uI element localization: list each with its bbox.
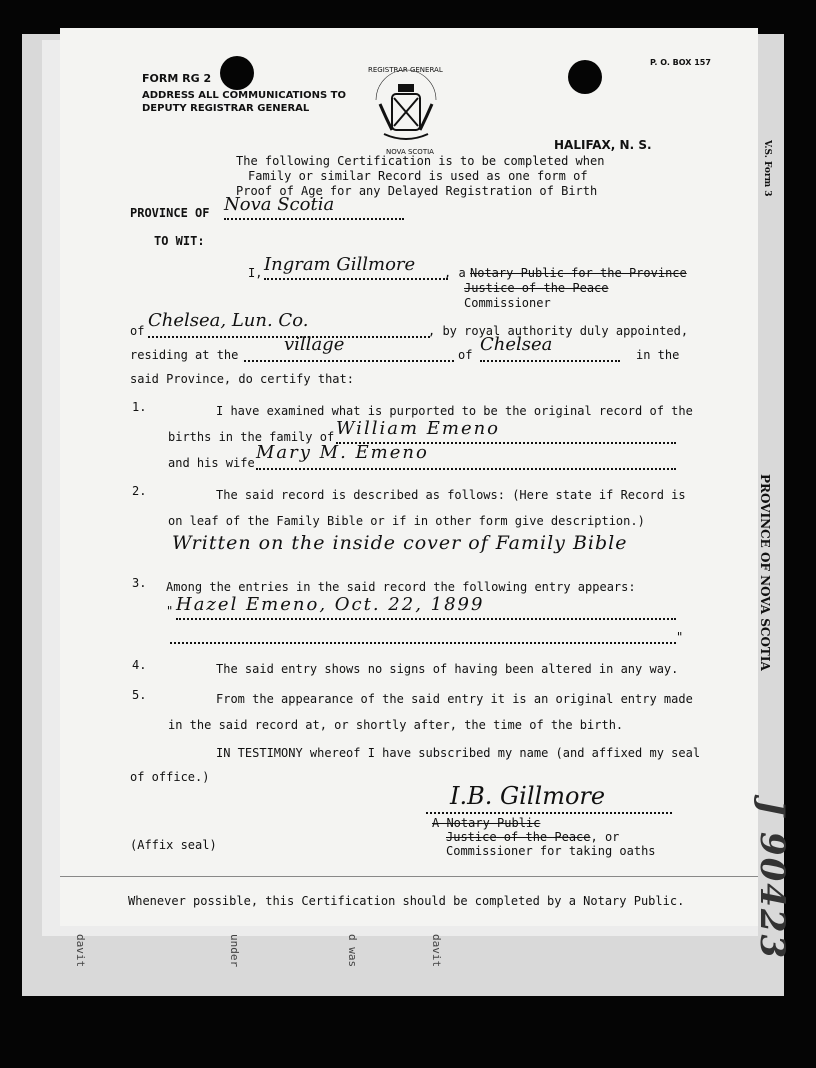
of2-field bbox=[480, 334, 620, 362]
faint-under-3: d was bbox=[346, 934, 359, 968]
item-5-line-2: in the said record at, or shortly after, the time of the birth. bbox=[168, 718, 624, 732]
certification-form bbox=[60, 28, 758, 926]
reference-number: J 90423 bbox=[752, 800, 792, 961]
testimony-line-1: IN TESTIMONY whereof I have subscribed my name (and affixed my seal bbox=[216, 746, 701, 760]
entry-open-quote: " bbox=[166, 604, 174, 618]
royal-authority: , by royal authority duly appointed, bbox=[428, 324, 689, 338]
sig-justice-line bbox=[446, 830, 619, 844]
intro-line-2: Family or similar Record is used as one form of bbox=[248, 169, 588, 183]
item-3-line-1: Among the entries in the said record the following entry appears: bbox=[166, 580, 636, 594]
signature-field bbox=[426, 782, 672, 814]
entry-value: Hazel Emeno, Oct. 22, 1899 bbox=[176, 594, 485, 615]
footer-note: Whenever possible, this Certification should be completed by a Notary Public. bbox=[128, 894, 685, 908]
item-5-line-1: From the appearance of the said entry it is an original entry made bbox=[216, 692, 693, 706]
coat-of-arms-icon bbox=[366, 68, 446, 158]
intro-line-1: The following Certification is to be completed when bbox=[236, 154, 605, 168]
certify-line: said Province, do certify that: bbox=[130, 372, 354, 386]
sig-or: , or bbox=[590, 830, 620, 844]
sig-commissioner: Commissioner for taking oaths bbox=[446, 844, 656, 858]
residing-value: village bbox=[284, 334, 345, 355]
intro-line-3: Proof of Age for any Delayed Registration of Birth bbox=[236, 184, 598, 198]
province-label: PROVINCE OF bbox=[130, 206, 210, 220]
of-label: of bbox=[130, 324, 145, 338]
faint-under-2: under bbox=[228, 934, 241, 968]
footer-divider bbox=[60, 876, 758, 877]
item-4-number: 4. bbox=[132, 658, 147, 672]
punch-hole-right bbox=[568, 60, 602, 94]
side-province-label: PROVINCE OF NOVA SCOTIA bbox=[758, 474, 772, 671]
item-3-number: 3. bbox=[132, 576, 147, 590]
faint-under-1: davit bbox=[74, 934, 87, 968]
i-label: I, bbox=[248, 266, 263, 280]
item-1-line-2: births in the family of bbox=[168, 430, 335, 444]
punch-hole-left bbox=[220, 56, 254, 90]
of-value: Chelsea, Lun. Co. bbox=[148, 310, 309, 331]
entry-field bbox=[176, 594, 676, 620]
registrar-seal bbox=[366, 68, 446, 158]
entry-close-quote: " bbox=[676, 630, 684, 644]
father-field bbox=[336, 418, 676, 444]
of2-label: of bbox=[458, 348, 473, 362]
residing-label: residing at the bbox=[130, 348, 239, 362]
item-2-line-1: The said record is described as follows: (Here state if Record is bbox=[216, 488, 686, 502]
mother-field bbox=[256, 442, 676, 470]
father-value: William Emeno bbox=[336, 418, 501, 439]
sig-justice: Justice of the Peace bbox=[446, 830, 591, 844]
address-line-1: ADDRESS ALL COMMUNICATIONS TO bbox=[142, 90, 346, 101]
item-1-number: 1. bbox=[132, 400, 147, 414]
signature-value: I.B. Gillmore bbox=[450, 782, 606, 810]
title-justice: Justice of the Peace bbox=[464, 281, 609, 295]
mother-value: Mary M. Emeno bbox=[256, 442, 429, 463]
of2-value: Chelsea bbox=[480, 334, 553, 355]
po-box: P. O. BOX 157 bbox=[650, 58, 711, 67]
in-the: in the bbox=[636, 348, 680, 362]
side-form-label: V.S. Form 3 bbox=[762, 140, 772, 197]
wife-label: and his wife bbox=[168, 456, 255, 470]
seal-bottom-text: NOVA SCOTIA bbox=[386, 148, 434, 156]
address-line-2: DEPUTY REGISTRAR GENERAL bbox=[142, 103, 310, 114]
affix-seal: (Affix seal) bbox=[130, 838, 217, 852]
item-4-text: The said entry shows no signs of having been altered in any way. bbox=[216, 662, 679, 676]
comma-a: , a bbox=[444, 266, 466, 280]
testimony-line-2: of office.) bbox=[130, 770, 210, 784]
faint-under-4: davit bbox=[430, 934, 443, 968]
to-wit: TO WIT: bbox=[154, 234, 205, 248]
title-commissioner: Commissioner bbox=[464, 296, 551, 310]
province-field bbox=[224, 194, 404, 220]
sig-notary: A Notary Public bbox=[432, 816, 541, 830]
seal-top-text: REGISTRAR GENERAL bbox=[368, 66, 443, 74]
province-value: Nova Scotia bbox=[224, 194, 335, 215]
form-number: FORM RG 2 bbox=[142, 72, 212, 85]
name-field bbox=[264, 254, 448, 280]
item-1-line-1: I have examined what is purported to be the original record of the bbox=[216, 404, 693, 418]
item-5-number: 5. bbox=[132, 688, 147, 702]
entry-field-line-2 bbox=[170, 622, 676, 644]
item-2-number: 2. bbox=[132, 484, 147, 498]
name-value: Ingram Gillmore bbox=[264, 254, 416, 275]
description-value: Written on the inside cover of Family Bible bbox=[172, 532, 628, 554]
title-notary: Notary Public for the Province bbox=[470, 266, 687, 280]
residing-field bbox=[244, 334, 454, 362]
city: HALIFAX, N. S. bbox=[554, 138, 652, 152]
item-2-line-2: on leaf of the Family Bible or if in other form give description.) bbox=[168, 514, 645, 528]
